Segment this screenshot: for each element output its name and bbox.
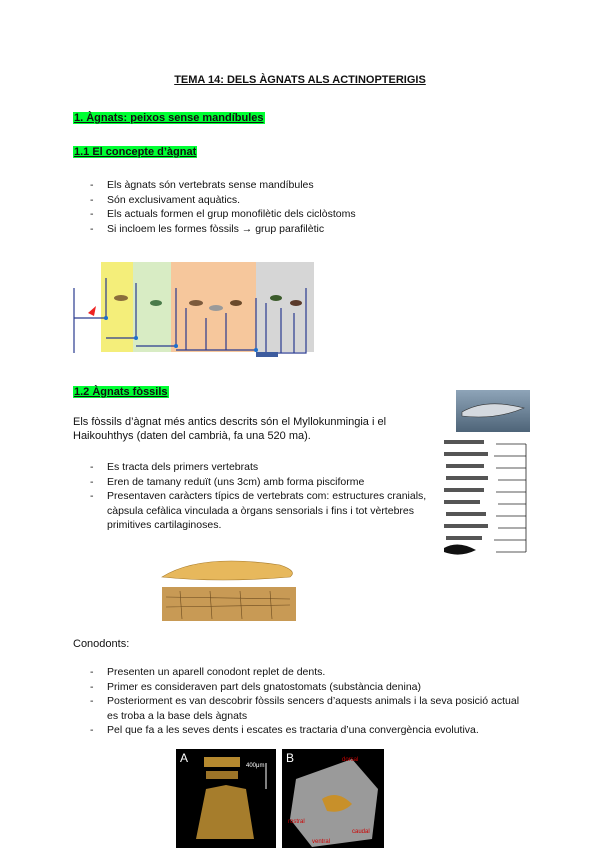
list-item: - Posteriorment es van descobrir fòssils sencers d’aquests animals i la seva posició actual es troba a la base dels àgnats bbox=[90, 694, 530, 723]
list-item: - Presenten un aparell conodont replet de dents. bbox=[90, 665, 530, 680]
page-title: TEMA 14: DELS ÀGNATS ALS ACTINOPTERIGIS bbox=[174, 74, 426, 86]
list-item: - Els actuals formen el grup monofilètic dels ciclòstoms bbox=[90, 207, 490, 222]
list-item: - Es tracta dels primers vertebrats bbox=[90, 460, 435, 475]
list-item: - Pel que fa a les seves dents i escates es tractaria d’una convergència evolutiva. bbox=[90, 723, 530, 738]
list-item: - Si incloem les formes fòssils → grup parafilètic bbox=[90, 222, 490, 237]
conodonts-bullet-list bbox=[90, 665, 530, 738]
section-1-2-heading: 1.2 Àgnats fòssils bbox=[74, 386, 168, 398]
conodonts-heading: Conodonts: bbox=[73, 638, 130, 650]
fossil-photo bbox=[456, 390, 530, 432]
figure-a-label: A bbox=[180, 751, 189, 765]
ventral-label: ventral bbox=[312, 839, 331, 845]
scale-label: 400μm bbox=[246, 763, 265, 769]
concept-bullet-list bbox=[90, 178, 490, 236]
figure-b-label: B bbox=[286, 751, 295, 765]
list-item: - Primer es consideraven part dels gnatostomats (substància denina) bbox=[90, 680, 530, 695]
dorsal-label: dorsal bbox=[342, 757, 359, 763]
list-item: - Eren de tamany reduït (uns 3cm) amb forma pisciforme bbox=[90, 475, 435, 490]
cladogram-figure bbox=[436, 434, 532, 560]
list-item: - Presentaven caràcters típics de vertebrats com: estructures cranials, càpsula cefàlica vinculada a òrgans sensorials i fins i tot vèrtebres primitives cartilaginoses. bbox=[90, 489, 435, 533]
section-1-heading: 1. Àgnats: peixos sense mandíbules bbox=[74, 112, 264, 124]
section-1-1-heading: 1.1 El concepte d’àgnat bbox=[74, 146, 197, 158]
phylogeny-figure bbox=[66, 258, 316, 360]
rostral-label: rostral bbox=[288, 819, 305, 825]
fossil-fish-figure bbox=[160, 547, 298, 625]
fossils-bullet-list bbox=[90, 460, 435, 533]
list-item: - Els àgnats són vertebrats sense mandíbules bbox=[90, 178, 490, 193]
list-item: - Són exclusivament aquàtics. bbox=[90, 193, 490, 208]
fossils-intro: Els fòssils d’àgnat més antics descrits són el Myllokunmingia i el Haikouhthys (daten del cambrià, fa una 520 ma). bbox=[73, 416, 387, 442]
caudal-label: caudal bbox=[352, 829, 370, 835]
conodont-figure-b bbox=[282, 749, 384, 848]
conodont-figure-a bbox=[176, 749, 276, 848]
